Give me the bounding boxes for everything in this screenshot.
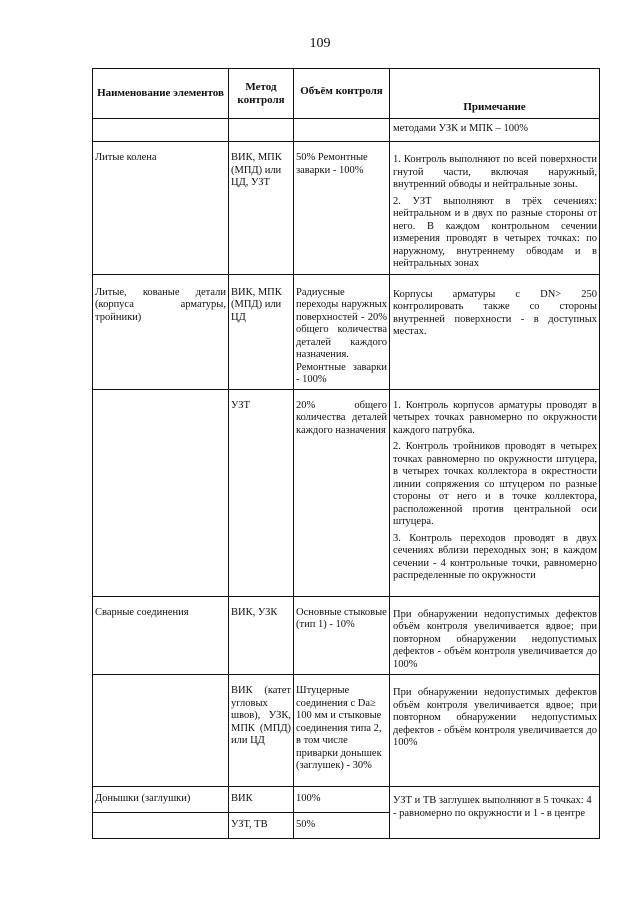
table-row xyxy=(93,119,600,142)
note-paragraph: 3. Контроль переходов проводят в двух сечениях вблизи переходных зон; в каждом сечении - 4 контрольные точки, равномерно распределенные по окружности xyxy=(393,532,597,581)
cell-volume: 50% Ремонтные заварки - 100% xyxy=(294,142,390,275)
note-paragraph: 2. УЗТ выполняют в трёх сечениях: нейтральном и в двух по разные стороны от него. В каждом контрольном сечении измерения проводят в четырех точках: по наружному, внутреннему обводам и в нейтральных зонах xyxy=(393,195,597,269)
cell-method xyxy=(229,119,294,142)
cell-volume: Радиусные переходы наружных поверхностей - 20% общего количества деталей каждого назначения. Ремонтные заварки - 100% xyxy=(294,274,390,389)
cell-name xyxy=(93,675,229,787)
table-row xyxy=(93,389,600,596)
note-paragraph: При обнаружении недопустимых дефектов объём контроля увеличивается вдвое; при повторном обнаружении недопустимых дефектов - объём контроля увеличивается до 100% xyxy=(393,687,597,748)
table-row xyxy=(93,675,600,787)
header-note: Примечание xyxy=(390,69,600,119)
cell-method: УЗТ xyxy=(229,389,294,596)
cell-name xyxy=(93,813,229,839)
cell-method: ВИК (катет угловых швов), УЗК, МПК (МПД) или ЦД xyxy=(229,675,294,787)
cell-volume: 100% xyxy=(294,787,390,813)
cell-volume: 20% общего количества деталей каждого назначения xyxy=(294,389,390,596)
cell-name xyxy=(93,389,229,596)
table-row xyxy=(93,596,600,675)
note-paragraph: При обнаружении недопустимых дефектов объём контроля увеличивается вдвое; при повторном обнаружении недопустимых дефектов - объём контроля увеличивается до 100% xyxy=(393,608,597,670)
cell-method: УЗТ, ТВ xyxy=(229,813,294,839)
cell-name: Сварные соединения xyxy=(93,596,229,675)
cell-name xyxy=(93,119,229,142)
header-name: Наименование элементов xyxy=(93,69,229,119)
cell-method: ВИК xyxy=(229,787,294,813)
cell-name: Литые колена xyxy=(93,142,229,275)
note-paragraph: 1. Контроль выполняют по всей поверхности гнутой части, включая наружный, внутренний обводы и нейтральные зоны. xyxy=(393,154,597,190)
cell-name: Донышки (заглушки) xyxy=(93,787,229,813)
cell-note xyxy=(390,596,600,675)
cell-note xyxy=(390,274,600,389)
table-row xyxy=(93,274,600,389)
cell-note xyxy=(390,119,600,142)
cell-name: Литые, кованые детали (корпуса арматуры, тройники) xyxy=(93,274,229,389)
page-number: 109 xyxy=(309,36,331,51)
cell-method: ВИК, МПК (МПД) или ЦД, УЗТ xyxy=(229,142,294,275)
cell-method: ВИК, УЗК xyxy=(229,596,294,675)
table-header-row xyxy=(93,69,600,119)
cell-volume: Штуцерные соединения с Da≥ 100 мм и стыковые соединения типа 2, в том числе приварки донышек (заглушек) - 30% xyxy=(294,675,390,787)
cell-note xyxy=(390,389,600,596)
table-row xyxy=(93,787,600,813)
header-volume: Объём контроля xyxy=(294,69,390,119)
header-method: Метод контроля xyxy=(229,69,294,119)
note-text: методами УЗК и МПК – 100% xyxy=(393,123,528,134)
note-paragraph: УЗТ и ТВ заглушек выполняют в 5 точках: 4 - равномерно по окружности и 1 - в центре xyxy=(393,795,592,819)
cell-method: ВИК, МПК (МПД) или ЦД xyxy=(229,274,294,389)
cell-volume: Основные стыковые (тип 1) - 10% xyxy=(294,596,390,675)
cell-volume xyxy=(294,119,390,142)
cell-note xyxy=(390,675,600,787)
cell-note xyxy=(390,142,600,275)
cell-volume: 50% xyxy=(294,813,390,839)
note-paragraph: 1. Контроль корпусов арматуры проводят в четырех точках равномерно по окружности каждого патрубка. xyxy=(393,399,597,436)
control-table xyxy=(92,68,600,839)
note-paragraph: Корпусы арматуры с DN> 250 контролировать также со стороны внутренней поверхности - в доступных местах. xyxy=(393,288,597,337)
table-row xyxy=(93,142,600,275)
cell-note xyxy=(390,787,600,839)
note-paragraph: 2. Контроль тройников проводят в четырех точках равномерно по окружности штуцера, в четырех точках коллектора в окрестности линии сопряжения со штуцером по разные стороны от него и в точке коллектора, расположенной против центральной оси штуцера. xyxy=(393,441,597,527)
